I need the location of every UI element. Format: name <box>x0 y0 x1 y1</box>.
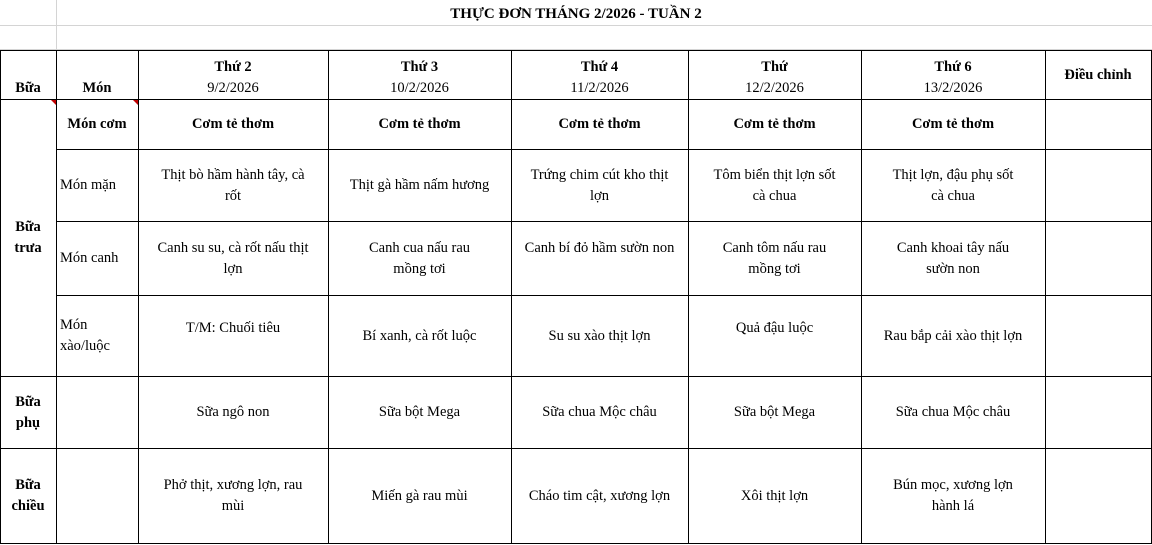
menu-cell[interactable]: Cơm tẻ thơm <box>191 116 275 132</box>
menu-cell[interactable]: Rau bắp cải xào thịt lợn <box>883 327 1023 344</box>
adjust-cell[interactable] <box>1045 222 1151 295</box>
dish-label: Món xào/luộc <box>60 317 110 354</box>
menu-cell[interactable]: Cơm tẻ thơm <box>911 116 995 132</box>
day-date: 12/2/2026 <box>745 80 804 96</box>
adjust-cell[interactable] <box>1045 449 1151 543</box>
header-day-4 <box>688 57 861 99</box>
menu-cell[interactable]: Canh tôm nấu rau mồng tơi <box>722 239 827 277</box>
menu-cell[interactable]: Canh bí đỏ hầm sườn non <box>524 240 675 256</box>
menu-cell[interactable]: Canh su su, cà rốt nấu thịt lợn <box>157 239 309 277</box>
header-day-5 <box>861 57 1045 99</box>
meal-snack: Bữa phụ <box>15 393 41 431</box>
day-name: Thứ 3 <box>400 59 439 75</box>
menu-cell[interactable]: Thịt gà hầm nấm hương <box>349 177 490 193</box>
menu-cell[interactable]: Xôi thịt lợn <box>740 487 809 504</box>
menu-cell[interactable]: Sữa bột Mega <box>378 404 461 420</box>
dish-label <box>56 449 138 543</box>
menu-cell[interactable]: Miến gà rau mùi <box>371 487 468 504</box>
menu-cell[interactable]: Bí xanh, cà rốt luộc <box>362 327 477 344</box>
menu-cell[interactable]: Sữa chua Mộc châu <box>895 404 1011 420</box>
menu-cell[interactable]: Canh cua nấu rau mồng tơi <box>368 239 471 277</box>
meal-lunch: Bữa trưa <box>14 219 42 256</box>
dish-label: Món cơm <box>67 116 127 132</box>
table-border <box>0 50 1152 51</box>
day-date: 13/2/2026 <box>923 80 983 96</box>
adjust-cell[interactable] <box>1045 100 1151 149</box>
day-date: 11/2/2026 <box>570 80 629 96</box>
day-name: Thứ <box>761 59 788 75</box>
day-name: Thứ 2 <box>214 59 252 75</box>
menu-cell[interactable]: Phở thịt, xương lợn, rau mùi <box>163 477 303 514</box>
day-date: 10/2/2026 <box>390 80 449 96</box>
header-day-3 <box>511 57 688 99</box>
menu-cell[interactable]: Tôm biển thịt lợn sốt cà chua <box>713 166 836 204</box>
header-meal: Bữa <box>15 80 41 96</box>
header-dish: Món <box>82 80 112 96</box>
adjust-cell[interactable] <box>1045 377 1151 448</box>
menu-cell[interactable]: Sữa bột Mega <box>733 404 816 420</box>
menu-cell[interactable]: Sữa ngô non <box>196 404 270 420</box>
dish-label <box>56 377 138 448</box>
header-day-1 <box>138 57 328 99</box>
menu-cell[interactable]: Cơm tẻ thơm <box>558 116 641 132</box>
menu-cell[interactable]: Cơm tẻ thơm <box>378 116 461 132</box>
menu-cell[interactable]: Su su xào thịt lợn <box>548 327 651 344</box>
dish-label: Món mặn <box>60 177 116 193</box>
header-day-2 <box>328 57 511 99</box>
table-border <box>0 543 1152 544</box>
menu-cell[interactable]: Quả đậu luộc <box>735 319 814 336</box>
menu-cell[interactable]: Thịt bò hầm hành tây, cà rốt <box>161 166 305 204</box>
header-adjust: Điều chỉnh <box>1064 67 1132 83</box>
menu-cell[interactable]: T/M: Chuối tiêu <box>185 319 281 336</box>
menu-cell[interactable]: Sữa chua Mộc châu <box>542 404 657 420</box>
menu-cell[interactable]: Thịt lợn, đậu phụ sốt cà chua <box>892 166 1014 204</box>
day-date: 9/2/2026 <box>207 80 259 96</box>
page-title: THỰC ĐƠN THÁNG 2/2026 - TUẦN 2 <box>450 5 702 22</box>
menu-cell[interactable]: Canh khoai tây nấu sườn non <box>896 239 1010 277</box>
menu-cell[interactable]: Cháo tim cật, xương lợn <box>528 487 671 504</box>
menu-cell[interactable]: Cơm tẻ thơm <box>733 116 816 132</box>
adjust-cell[interactable] <box>1045 150 1151 221</box>
day-name: Thứ 4 <box>580 59 619 75</box>
day-name: Thứ 6 <box>934 59 972 75</box>
meal-afternoon: Bữa chiều <box>11 477 45 514</box>
adjust-cell[interactable] <box>1045 296 1151 376</box>
dish-label: Món canh <box>60 250 119 266</box>
menu-cell[interactable]: Bún mọc, xương lợn hành lá <box>893 477 1013 514</box>
menu-cell[interactable]: Trứng chim cút kho thịt lợn <box>530 166 669 204</box>
